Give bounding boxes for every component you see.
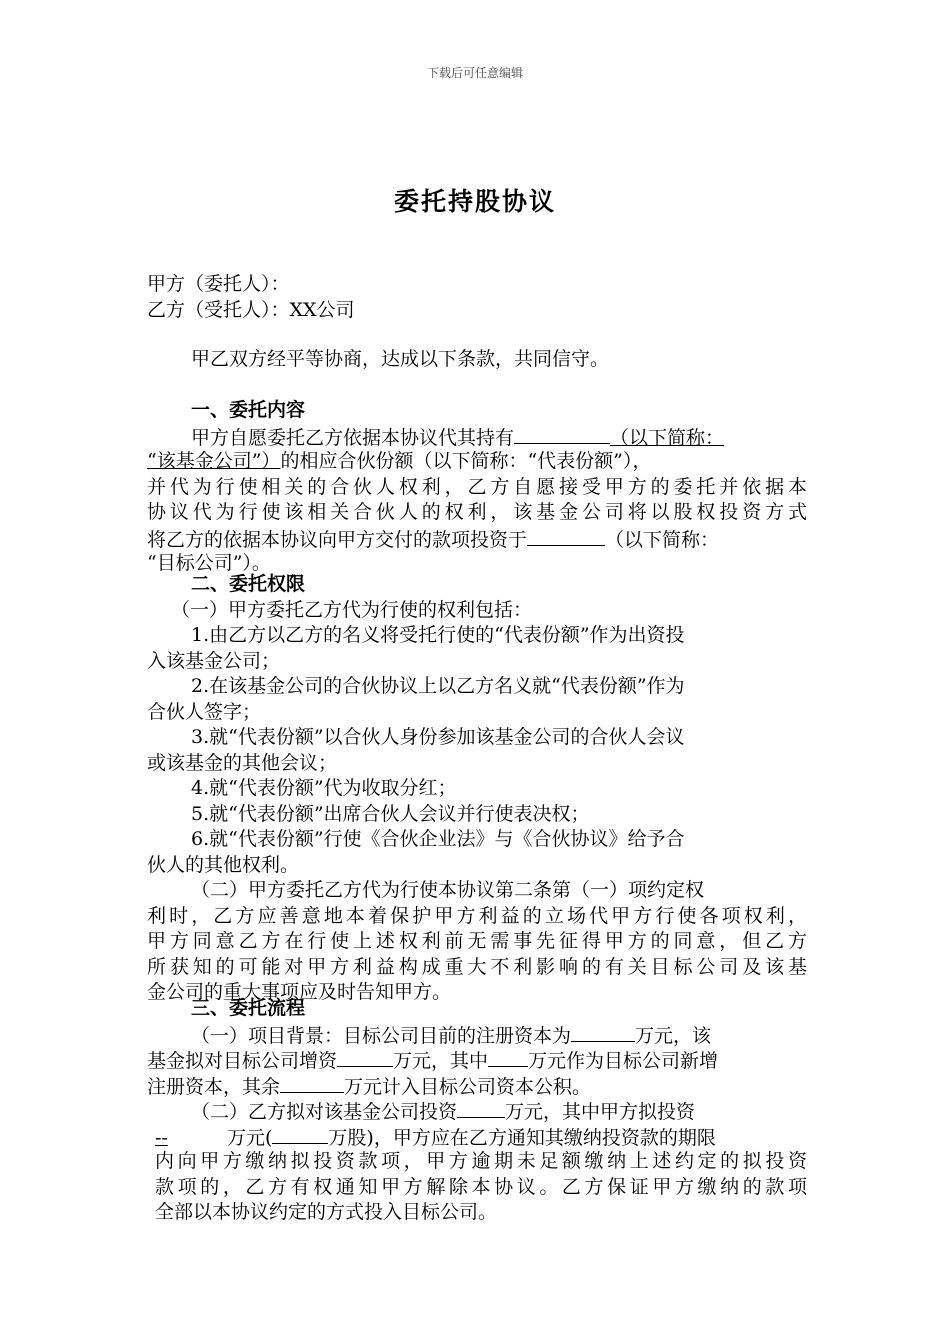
section-2-line: 2.在该基金公司的合伙协议上以乙方名义就“代表份额”作为 bbox=[191, 675, 685, 697]
section-2-line: 合伙人签字； bbox=[147, 700, 262, 723]
target-company-blank bbox=[527, 526, 605, 546]
section-1-line bbox=[147, 449, 807, 475]
section-2-line: 金公司的重大事项应及时告知甲方。 bbox=[147, 981, 452, 1003]
section-2 bbox=[147, 572, 807, 1006]
text-run: （二）乙方拟对该基金公司投资 bbox=[191, 1101, 458, 1123]
section-2-line: 伙人的其他权利。 bbox=[147, 853, 300, 876]
section-3 bbox=[147, 996, 807, 1226]
share-count-blank bbox=[272, 1124, 328, 1144]
section-2-line: 入该基金公司； bbox=[147, 649, 281, 672]
text-run: -- bbox=[155, 1126, 168, 1149]
document-title: 委托持股协议 bbox=[393, 187, 556, 216]
section-3-line bbox=[147, 1098, 807, 1124]
section-1-line: 协议代为行使该相关合伙人的权利，该基金公司将以股权投资方式 bbox=[147, 501, 807, 523]
text-run: （以下简称： bbox=[605, 528, 720, 551]
section-1-line bbox=[147, 424, 807, 450]
page-header: 下载后可任意编辑 bbox=[426, 66, 523, 80]
text-run: 万元作为目标公司新增 bbox=[528, 1050, 719, 1072]
section-3-line bbox=[147, 1022, 807, 1048]
section-2-line: 5.就“代表份额”出席合伙人会议并行使表决权； bbox=[191, 802, 590, 825]
section-1-line: “目标公司”）。 bbox=[147, 552, 271, 574]
text-run: 甲方自愿委托乙方依据本协议代其持有 bbox=[191, 426, 515, 449]
text-run: （以下简称： bbox=[610, 426, 725, 449]
section-1-line: 并代为行使相关的合伙人权利，乙方自愿接受甲方的委托并依据本 bbox=[147, 475, 807, 498]
new-registered-capital-blank bbox=[488, 1047, 528, 1067]
text-run: 万股)，甲方应在乙方通知其缴纳投资款的期限 bbox=[328, 1126, 716, 1149]
section-3-line bbox=[147, 1073, 807, 1099]
text-run: 万元，其中 bbox=[393, 1050, 489, 1072]
text-run: 万元，该 bbox=[635, 1024, 712, 1047]
text-run: 将乙方的依据本协议向甲方交付的款项投资于 bbox=[147, 528, 528, 551]
capital-reserve-blank bbox=[280, 1073, 344, 1093]
registered-capital-blank bbox=[571, 1022, 635, 1042]
section-2-line: 甲方同意乙方在行使上述权利前无需事先征得甲方的同意，但乙方 bbox=[147, 930, 807, 952]
intro-text: 甲乙双方经平等协商，达成以下条款，共同信守。 bbox=[191, 348, 610, 370]
section-3-line: 款项的，乙方有权通知甲方解除本协议。乙方保证甲方缴纳的款项 bbox=[155, 1175, 807, 1198]
text-run: （一）项目背景：目标公司目前的注册资本为 bbox=[191, 1024, 572, 1047]
section-2-line: 6.就“代表份额”行使《合伙企业法》与《合伙协议》给予合 bbox=[191, 828, 685, 850]
text-run: 基金拟对目标公司增资 bbox=[147, 1050, 338, 1072]
text-run: 万元( bbox=[227, 1126, 273, 1149]
text-run: “该基金公司”） bbox=[147, 450, 281, 472]
section-3-heading: 三、委托流程 bbox=[191, 997, 306, 1019]
intro-paragraph bbox=[147, 347, 807, 373]
section-2-line: 3.就“代表份额”以合伙人身份参加该基金公司的合伙人会议 bbox=[191, 726, 685, 748]
section-1 bbox=[147, 398, 807, 577]
section-2-line: 1.由乙方以乙方的名义将受托行使的“代表份额”作为出资投 bbox=[191, 624, 685, 646]
party-info bbox=[147, 272, 807, 323]
section-2-line: 所获知的可能对甲方利益构成重大不利影响的有关目标公司及该基 bbox=[147, 955, 807, 978]
section-3-line: 内向甲方缴纳拟投资款项，甲方逾期未足额缴纳上述约定的拟投资 bbox=[155, 1150, 807, 1172]
section-2-line: 或该基金的其他会议； bbox=[147, 751, 338, 774]
text-run: 的相应合伙份额（以下简称：“代表份额”）， bbox=[280, 450, 652, 472]
fund-name-blank bbox=[514, 424, 610, 444]
party-b: 乙方（受托人）：XX公司 bbox=[147, 298, 355, 321]
section-1-heading: 一、委托内容 bbox=[191, 399, 306, 421]
party-a: 甲方（委托人）： bbox=[147, 273, 290, 295]
section-2-line: （一）甲方委托乙方代为行使的权利包括： bbox=[171, 598, 533, 621]
section-2-line: 4.就“代表份额”代为收取分红； bbox=[191, 777, 457, 799]
section-3-line: 全部以本协议约定的方式投入目标公司。 bbox=[155, 1201, 498, 1223]
fund-investment-blank bbox=[457, 1098, 505, 1118]
section-3-line bbox=[147, 1047, 807, 1073]
section-3-line bbox=[147, 1124, 807, 1150]
capital-increase-blank bbox=[337, 1047, 393, 1067]
text-run: 注册资本，其余 bbox=[147, 1075, 281, 1098]
text-run: 万元计入目标公司资本公积。 bbox=[344, 1075, 592, 1098]
section-2-line: 利时，乙方应善意地本着保护甲方利益的立场代甲方行使各项权利， bbox=[147, 904, 807, 927]
text-run: 万元，其中甲方拟投资 bbox=[505, 1101, 696, 1123]
section-1-line bbox=[147, 526, 807, 552]
section-2-line: （二）甲方委托乙方代为行使本协议第二条第（一）项约定权 bbox=[191, 879, 705, 901]
section-2-heading: 二、委托权限 bbox=[191, 573, 306, 595]
